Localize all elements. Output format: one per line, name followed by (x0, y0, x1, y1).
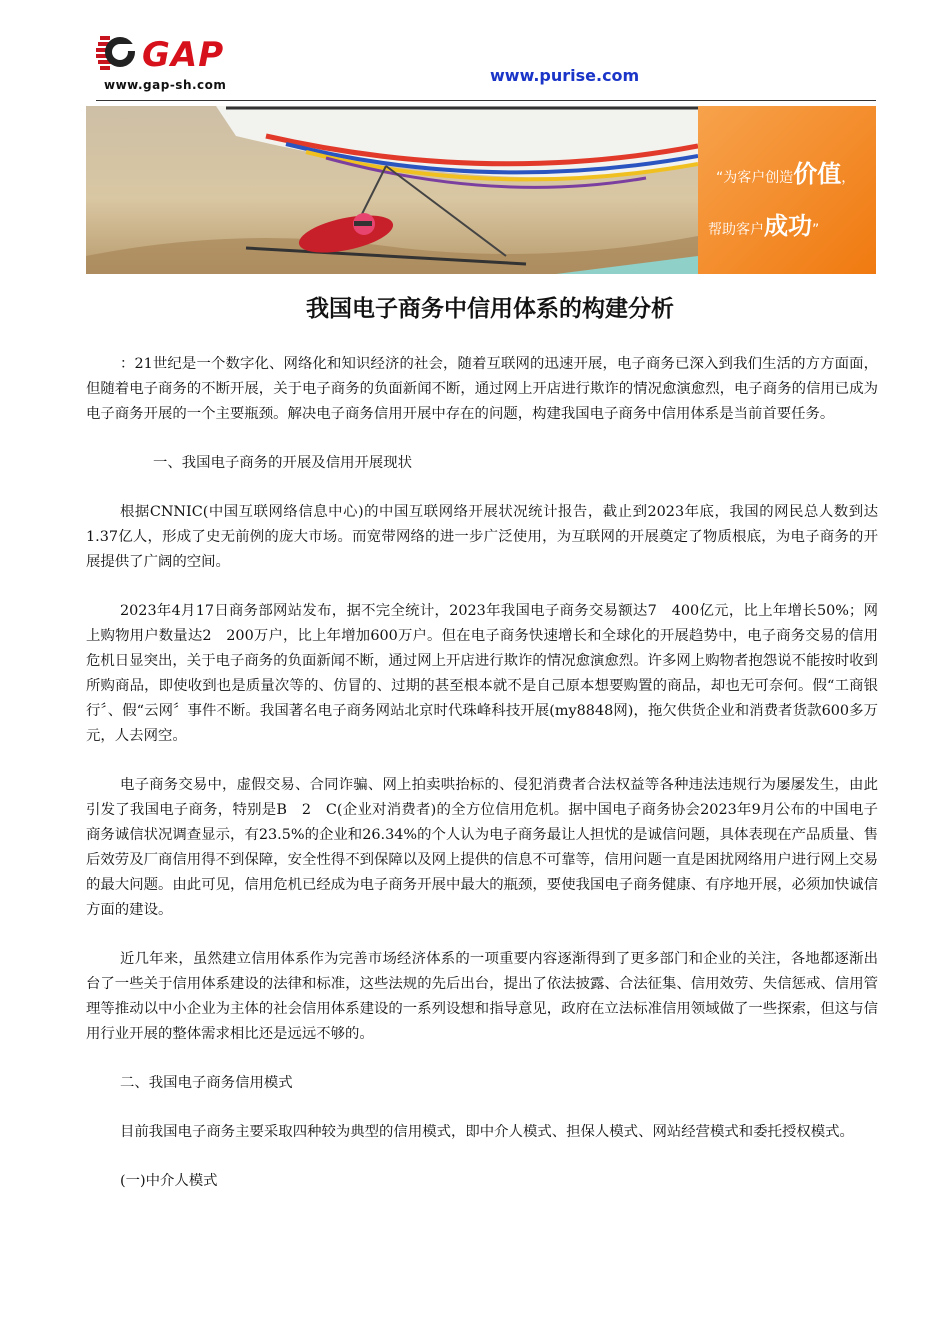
header-divider (96, 100, 876, 101)
gap-logo[interactable] (96, 30, 256, 96)
slogan-line-1 (716, 154, 855, 189)
gap-logo-graphic (96, 30, 256, 78)
body-paragraph: 近几年来，虽然建立信用体系作为完善市场经济体系的一项重要内容逐渐得到了更多部门和企业的关注，各地都逐渐出台了一些关于信用体系建设的法律和标准，这些法规的先后出台，提出了依法披露、合法征集、信用效劳、失信惩戒、信用管理等推动以中小企业为主体的社会信用体系建设的一系列设想和指导意见，政府在立法标准信用领域做了一些探索，但这与信用行业开展的整体需求相比还是远远不够的。 (86, 951, 878, 1042)
slogan-line-2-text: 帮助客户 (708, 222, 764, 238)
body-paragraph: 2023年4月17日商务部网站发布，据不完全统计，2023年我国电子商务交易额达7 400亿元，比上年增长50%；网上购物用户数量达2 200万户，比上年增加600万户。但在电子商务快速增长和全球化的开展趋势中，电子商务交易的信用危机日显突出，关于电子商务的负面新闻不断，通过网上开店进行欺诈的情况愈演愈烈。许多网上购物者抱怨说不能按时收到所购商品，即使收到也是质量次等的、仿冒的、过期的甚至根本就不是自己原本想要购置的商品，却也无可奈何。假“工商银行〞、假“云网〞事件不断。我国著名电子商务网站北京时代珠峰科技开展(my8848网)，拖欠供货企业和消费者货款600多万元，人去网空。 (86, 603, 878, 744)
slogan-line-2-emphasis: 成功 (764, 212, 812, 240)
slogan-line-1-text: “为客户创造 (716, 170, 794, 186)
article-title: 我国电子商务中信用体系的构建分析 (306, 296, 674, 322)
section-heading-2: 二、我国电子商务信用模式 (120, 1075, 293, 1091)
slogan-line-1-emphasis: 价值 (793, 160, 842, 188)
intro-paragraph: ：21世纪是一个数字化、网络化和知识经济的社会，随着互联网的迅速开展，电子商务已深入到我们生活的方方面面，但随着电子商务的不断开展，关于电子商务的负面新闻不断，通过网上开店进行欺诈的情况愈演愈烈，电子商务的信用已成为电子商务开展的一个主要瓶颈。解决电子商务信用开展中存在的问题，构建我国电子商务中信用体系是当前首要任务。 (86, 356, 878, 422)
body-paragraph: 目前我国电子商务主要采取四种较为典型的信用模式，即中介人模式、担保人模式、网站经营模式和委托授权模式。 (120, 1124, 854, 1140)
section-heading-1: 一、我国电子商务的开展及信用开展现状 (153, 455, 413, 471)
subsection-heading: (一)中介人模式 (120, 1173, 218, 1189)
logo-url[interactable]: www.gap-sh.com (104, 78, 227, 92)
slogan-panel (698, 106, 876, 274)
body-paragraph: 电子商务交易中，虚假交易、合同诈骗、网上拍卖哄抬标的、侵犯消费者合法权益等各种违法违规行为屡屡发生，由此引发了我国电子商务，特别是B 2 C(企业对消费者)的全方位信用危机。据中国电子商务协会2023年9月公布的中国电子商务诚信状况调查显示，有23.5%的企业和26.34%的个人认为电子商务最让人担忧的是诚信问题，具体表现在产品质量、售后效劳及厂商信用得不到保障，安全性得不到保障以及网上提供的信息不可靠等，信用问题一直是困扰网络用户进行网上交易的最大问题。由此可见，信用危机已经成为电子商务开展中最大的瓶颈，要使我国电子商务健康、有序地开展，必须加快诚信方面的建设。 (86, 777, 878, 918)
site-url-link[interactable]: www.purise.com (490, 66, 640, 85)
svg-text:GAP: GAP (142, 35, 225, 75)
slogan-line-2 (708, 206, 819, 241)
body-paragraph: 根据CNNIC(中国互联网络信息中心)的中国互联网络开展状况统计报告，截止到2023年底，我国的网民总人数到达1.37亿人，形成了史无前例的庞大市场。而宽带网络的进一步广泛使用，为互联网的开展奠定了物质根底，为电子商务的开展提供了广阔的空间。 (86, 504, 878, 570)
article-body (86, 352, 878, 1218)
hero-banner (86, 106, 876, 274)
slogan-line-1-punct: ， (841, 170, 856, 186)
slogan-line-2-punct: ” (812, 222, 820, 238)
hang-glider-photo (86, 106, 698, 274)
